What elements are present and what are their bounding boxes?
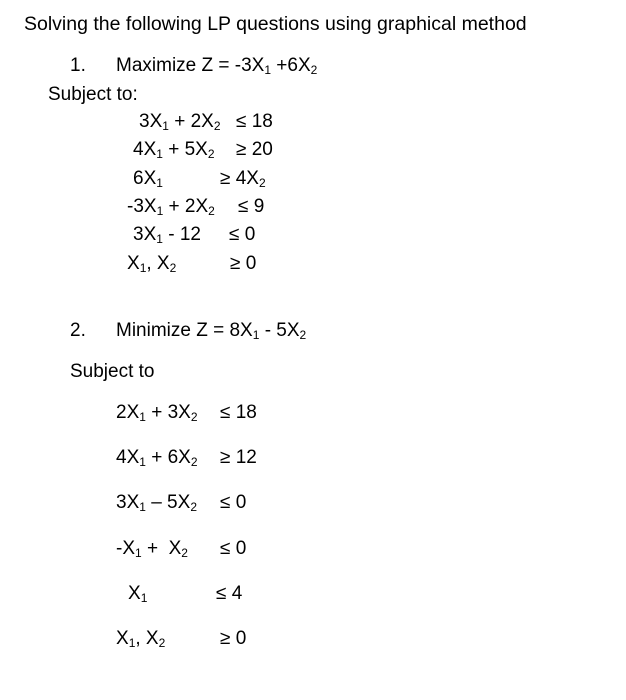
p1-constraint-3-rhs: ≥ $4X_2$ [220, 168, 266, 190]
problem-2-subject-label: Subject to [70, 361, 155, 382]
p2-constraint-6-lhs: $X_1$, $X_2$ [116, 628, 166, 650]
problem-1-objective: Maximize $Z = -3X_1 +6X_2$ [116, 55, 318, 77]
p2-constraint-1-lhs: $2X_1 + 3X_2$ [116, 402, 198, 424]
problem-2-objective: Minimize $Z = 8X_1 - 5X_2$ [116, 320, 307, 342]
problem-1-number: 1. [70, 55, 86, 76]
problem-2-number: 2. [70, 320, 86, 341]
p2-constraint-2-lhs: $4X_1 + 6X_2$ [116, 447, 198, 469]
p1-constraint-6-rhs: ≥ 0 [230, 253, 257, 274]
p1-constraint-1-rhs: ≤ 18 [236, 111, 273, 132]
p2-constraint-2-rhs: ≥ 12 [220, 447, 257, 468]
p2-constraint-1-rhs: ≤ 18 [220, 402, 257, 423]
p1-constraint-5-lhs: $3X_1 - 12$ [133, 224, 201, 246]
p2-constraint-3-lhs: $3X_1 - 5X_2$ [116, 492, 197, 514]
page-title: Solving the following LP questions using graphical method [24, 13, 527, 35]
p2-constraint-4-lhs: $-X_1 + X_2$ [116, 538, 188, 560]
p1-constraint-4-lhs: $-3X_1 + 2X_2$ [127, 196, 215, 218]
p1-constraint-2-lhs: $4X_1 + 5X_2$ [133, 139, 215, 161]
problem-1-subject-label: Subject to: [48, 84, 138, 105]
p2-constraint-6-rhs: ≥ 0 [220, 628, 247, 649]
p1-constraint-2-rhs: ≥ 20 [236, 139, 273, 160]
p2-constraint-3-rhs: ≤ 0 [220, 492, 247, 513]
p2-constraint-4-rhs: ≤ 0 [220, 538, 247, 559]
p1-constraint-4-rhs: ≤ 9 [238, 196, 265, 217]
p1-constraint-6-lhs: $X_1$, $X_2$ [127, 253, 177, 275]
p2-constraint-5-rhs: ≤ 4 [216, 583, 243, 604]
p1-constraint-5-rhs: ≤ 0 [229, 224, 256, 245]
p1-constraint-3-lhs: $6X_1$ [133, 168, 163, 190]
p2-constraint-5-lhs: $X_1$ [128, 583, 148, 605]
p1-constraint-1-lhs: $3X_1 + 2X_2$ [139, 111, 221, 133]
